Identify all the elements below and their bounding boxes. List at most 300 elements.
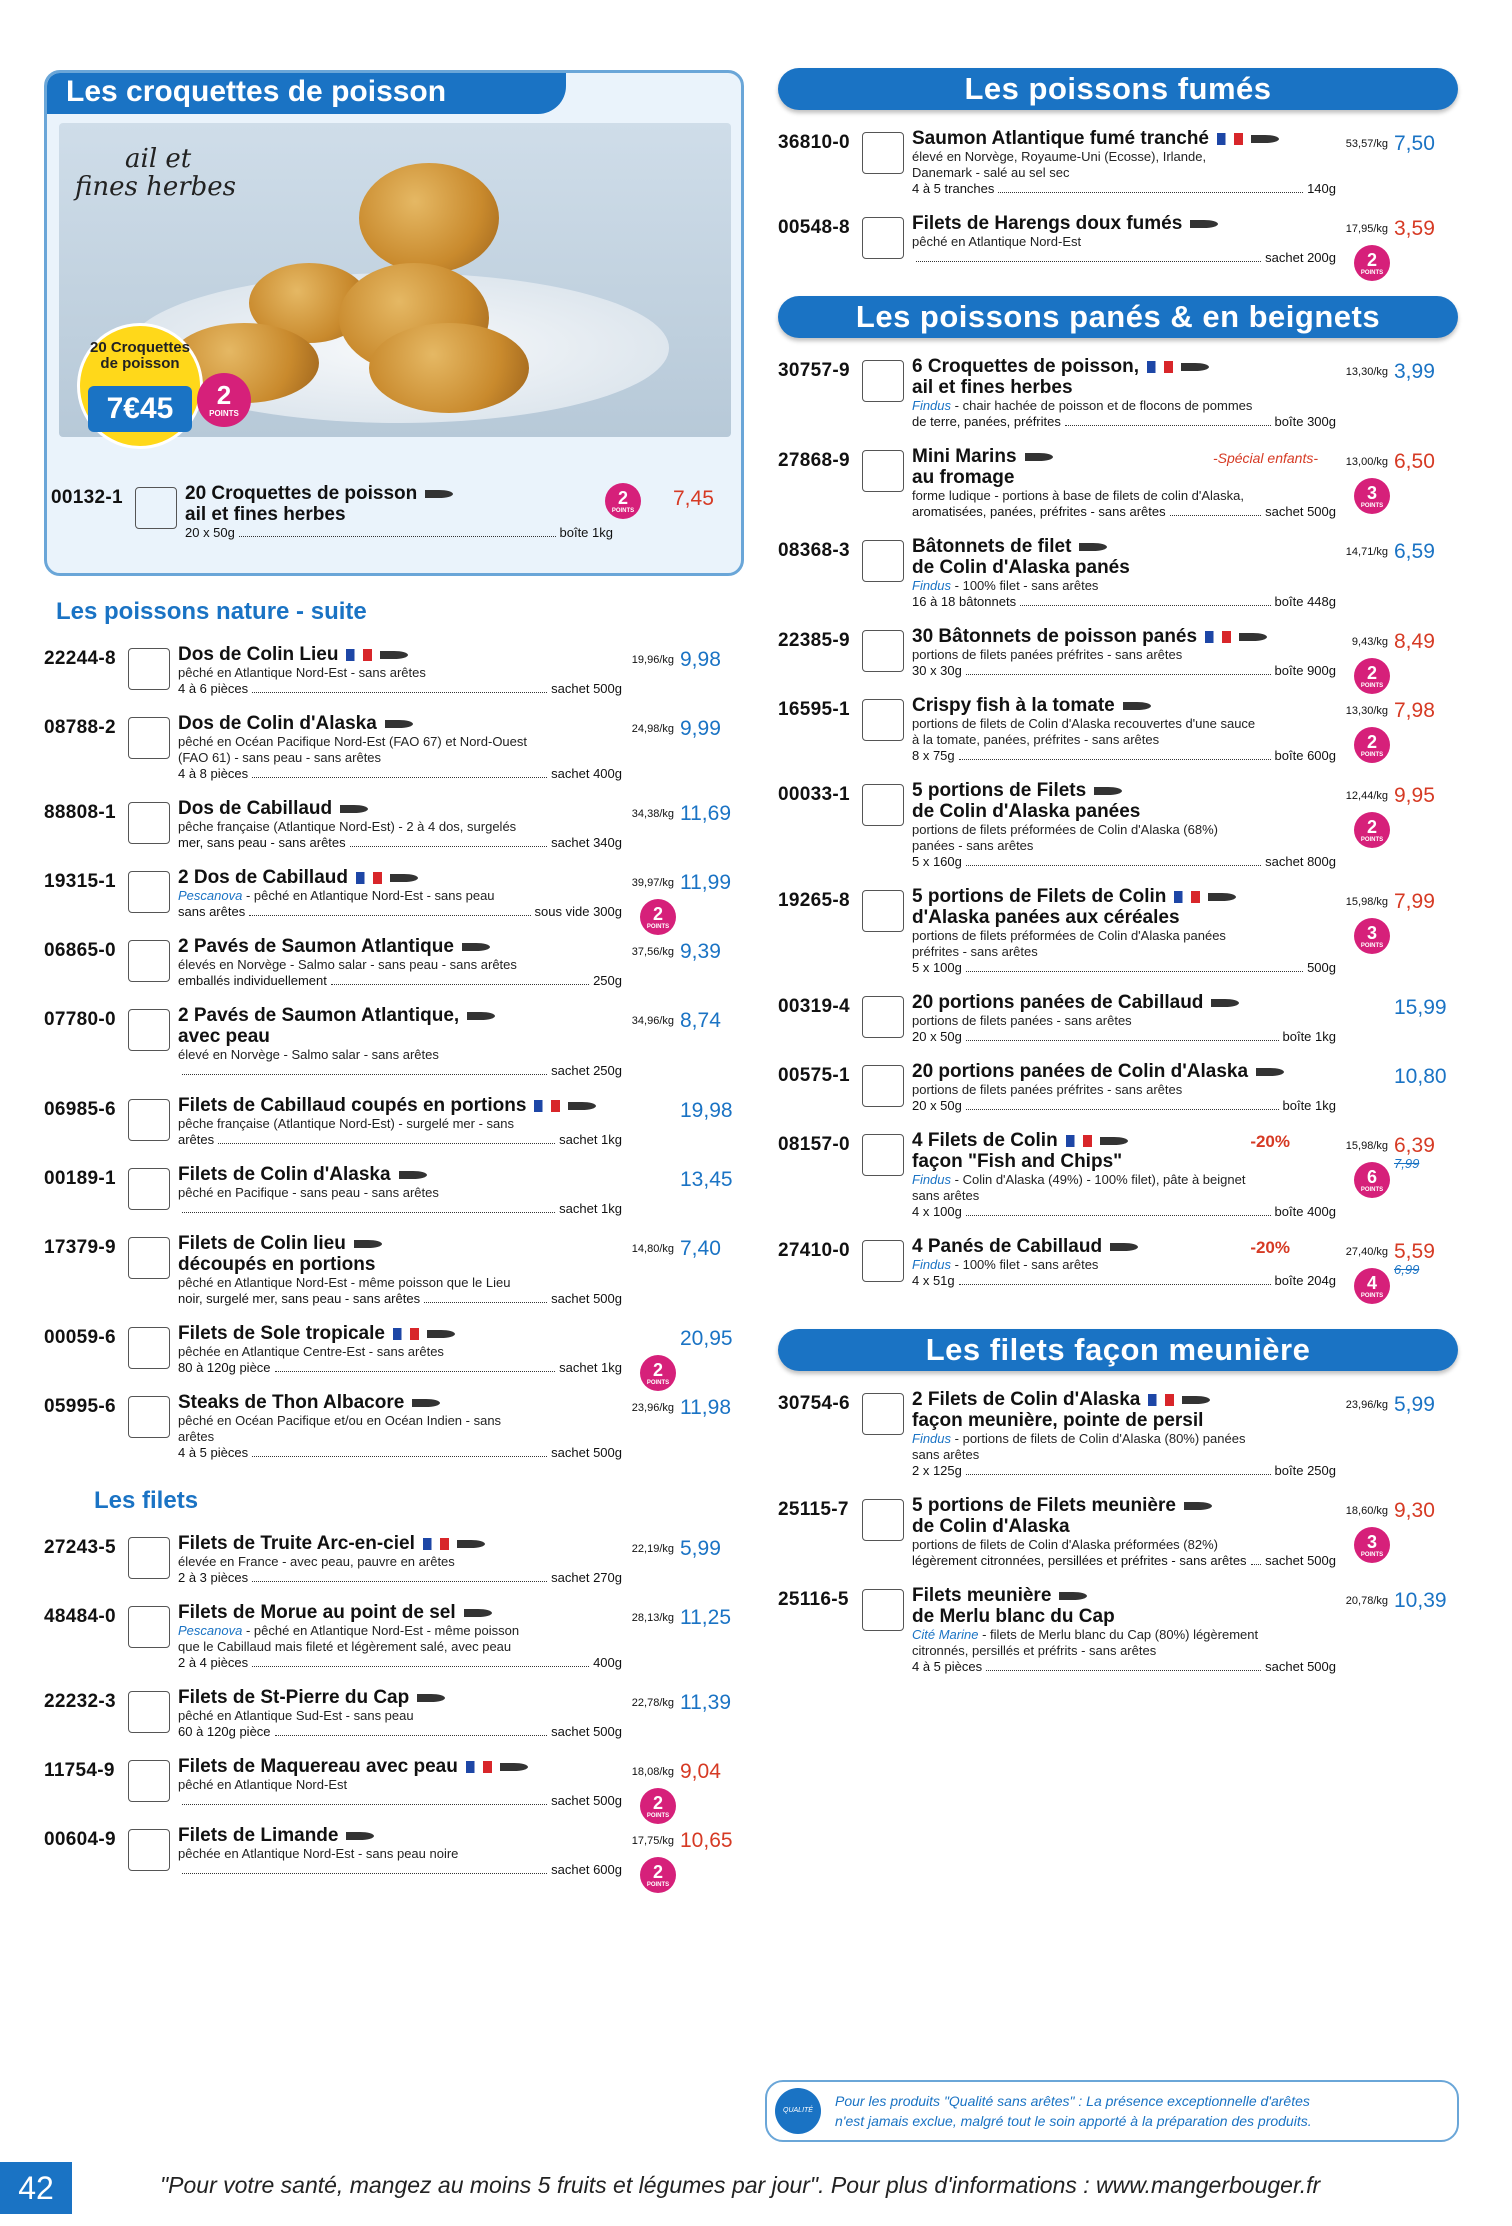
quality-note (765, 2080, 1459, 2206)
desc-text: élevé en Norvège - Salmo salar - sans arêtes (178, 1047, 439, 1062)
product-price-box (680, 867, 744, 895)
product-desc: à la tomate, panées, préfrites - sans arêtes (912, 732, 1160, 747)
product-code: 00604-9 (44, 1829, 116, 1850)
brand-name: Pescanova (178, 1623, 243, 1638)
product-qty: 20 x 50g (185, 525, 235, 540)
product-row (44, 1756, 744, 1819)
dotted-leader (182, 1201, 555, 1213)
pack-line (912, 504, 1336, 520)
order-checkbox[interactable] (862, 1393, 904, 1435)
points-icon (1354, 1527, 1390, 1563)
fish-icon (425, 490, 453, 498)
product-name-line (178, 1687, 622, 1708)
pack-line (912, 414, 1336, 430)
price-per-kg: 34,96/kg (631, 1015, 674, 1027)
product-price-box (1394, 356, 1458, 384)
product-info (178, 644, 622, 697)
product-row (44, 936, 744, 989)
product-name: 20 portions panées de Colin d'Alaska (912, 1061, 1249, 1082)
product-code: 00059-6 (44, 1327, 116, 1348)
product-pack: boîte 900g (1274, 663, 1336, 678)
product-code: 48484-0 (44, 1606, 116, 1627)
product-code: 00319-4 (778, 996, 850, 1017)
fish-icon (1025, 453, 1053, 461)
pack-line (912, 748, 1336, 764)
desc-text: - Colin d'Alaska (49%) - 100% filet), pâte à beignet (951, 1172, 1246, 1187)
product-row (44, 1602, 744, 1671)
product-qty: 60 à 120g pièce (178, 1724, 271, 1739)
desc-text: pêchée en Atlantique Nord-Est - sans peau noire (178, 1846, 459, 1861)
product-qty: 20 x 50g (912, 1098, 962, 1113)
section-title-nature: Les poissons nature - suite (56, 598, 367, 625)
product-code: 19265-8 (778, 890, 850, 911)
product-name-line (178, 1233, 622, 1254)
product-price: 19,98 (680, 1099, 733, 1122)
product-qty: 4 à 5 pièces (178, 1445, 249, 1460)
desc-text: - pêché en Atlantique Nord-Est - même poisson (242, 1623, 520, 1638)
order-checkbox[interactable] (128, 1396, 170, 1438)
product-pack: sachet 1kg (559, 1201, 622, 1216)
desc-text: portions de filets préformées de Colin d'Alaska (68%) (912, 822, 1218, 837)
product-pack: sachet 500g (551, 1724, 622, 1739)
dotted-leader (959, 748, 1271, 760)
product-row (44, 867, 744, 930)
points-label: POINTS (1360, 1552, 1384, 1558)
product-desc (912, 928, 1336, 944)
product-desc (912, 716, 1336, 732)
product-name: 5 portions de Filets meunière (912, 1495, 1176, 1516)
product-qty: 4 à 8 pièces (178, 766, 249, 781)
france-flag-icon (466, 1761, 492, 1773)
product-name: Dos de Colin Lieu (178, 644, 339, 665)
product-qty: 4 à 6 pièces (178, 681, 249, 696)
product-info (912, 1061, 1336, 1114)
product-row (778, 1389, 1458, 1479)
points-icon (640, 1857, 676, 1893)
dotted-leader (966, 1029, 1279, 1041)
order-checkbox[interactable] (128, 1829, 170, 1871)
product-code: 00132-1 (51, 487, 123, 508)
dotted-leader (966, 1463, 1271, 1475)
handwritten-note (75, 145, 236, 201)
price-per-kg: 34,38/kg (631, 808, 674, 820)
product-row (778, 1236, 1458, 1299)
dotted-leader (350, 835, 548, 847)
dotted-leader (182, 1793, 547, 1805)
product-name-line (178, 867, 622, 888)
pack-line (912, 250, 1336, 266)
points-icon (640, 1788, 676, 1824)
order-checkbox[interactable] (862, 784, 904, 826)
price-per-kg: 17,95/kg (1345, 223, 1388, 235)
order-checkbox[interactable] (128, 1099, 170, 1141)
product-row (44, 798, 744, 851)
price-per-kg: 13,30/kg (1345, 366, 1388, 378)
pack-line (178, 1862, 622, 1878)
product-name-line (178, 644, 622, 665)
dotted-leader (966, 1098, 1279, 1110)
fish-icon (427, 1330, 455, 1338)
order-checkbox[interactable] (862, 450, 904, 492)
product-pack: 400g (593, 1655, 622, 1670)
product-name: Steaks de Thon Albacore (178, 1392, 405, 1413)
points-label: POINTS (611, 508, 635, 514)
product-desc (178, 1623, 622, 1639)
product-price: 5,99 (680, 1537, 721, 1560)
section-title-filets: Les filets (94, 1487, 199, 1514)
pack-line (178, 1132, 622, 1148)
product-price-box (1394, 886, 1458, 914)
pack-line (178, 973, 622, 989)
product-qty: 8 x 75g (912, 748, 955, 763)
section-title-meuniere: Les filets façon meunière (778, 1329, 1458, 1371)
product-pack: sachet 1kg (559, 1360, 622, 1375)
product-code: 08788-2 (44, 717, 116, 738)
product-price: 11,69 (680, 802, 731, 825)
points-value: 2 (652, 1360, 663, 1380)
product-price: 10,39 (1394, 1589, 1447, 1612)
product-desc (178, 1413, 622, 1429)
product-row (778, 1585, 1458, 1675)
price-per-kg (622, 1323, 674, 1333)
fish-icon (412, 1399, 440, 1407)
product-price: 10,65 (680, 1829, 733, 1852)
desc-text: - filets de Merlu blanc du Cap (80%) légèrement (978, 1627, 1259, 1642)
fish-icon (417, 1694, 445, 1702)
product-desc (912, 1013, 1336, 1029)
product-name: 5 portions de Filets (912, 780, 1087, 801)
product-pack: sachet 500g (1265, 504, 1336, 519)
product-row (778, 886, 1458, 976)
product-info (178, 1164, 622, 1217)
product-desc (178, 1777, 622, 1793)
product-name-line-2: d'Alaska panées aux céréales (912, 907, 1180, 928)
price-per-kg: 18,08/kg (631, 1766, 674, 1778)
brand-name: Findus (912, 398, 952, 413)
product-qty: arêtes (178, 1132, 215, 1147)
product-pack: boîte 1kg (1282, 1098, 1336, 1113)
points-icon (1354, 727, 1390, 763)
product-price-box (680, 713, 744, 741)
croquette-shape (369, 323, 529, 413)
product-code: 06985-6 (44, 1099, 116, 1120)
points-label: POINTS (646, 924, 670, 930)
product-code: 00033-1 (778, 784, 850, 805)
product-info (178, 1687, 622, 1740)
product-name-line (178, 1825, 622, 1846)
product-name-line-2: découpés en portions (178, 1254, 376, 1275)
product-pack: sachet 500g (1265, 1553, 1336, 1568)
desc-text: portions de filets panées - sans arêtes (912, 1013, 1132, 1028)
points-value: 6 (1366, 1167, 1377, 1187)
points-label: POINTS (1360, 837, 1384, 843)
order-checkbox[interactable] (128, 802, 170, 844)
price-per-kg: 22,78/kg (631, 1697, 674, 1709)
product-desc (178, 1708, 622, 1724)
product-desc (178, 1554, 622, 1570)
product-desc: préfrites - sans arêtes (912, 944, 1038, 959)
product-pack: sachet 400g (551, 766, 622, 781)
product-price: 7,50 (1394, 132, 1435, 155)
pack-line (912, 1029, 1336, 1045)
product-name: Filets de Cabillaud coupés en portions (178, 1095, 527, 1116)
product-price-box (680, 1233, 744, 1261)
price-per-kg (1336, 1061, 1388, 1071)
product-qty: 16 à 18 bâtonnets (912, 594, 1017, 609)
order-checkbox[interactable] (862, 360, 904, 402)
product-code: 08157-0 (778, 1134, 850, 1155)
product-price-box (680, 936, 744, 964)
points-value: 2 (1366, 663, 1377, 683)
product-info (178, 1533, 622, 1586)
product-row (778, 1130, 1458, 1220)
pack-line (178, 835, 622, 851)
product-price: 9,99 (680, 717, 721, 740)
desc-text: pêché en Atlantique Sud-Est - sans peau (178, 1708, 414, 1723)
product-desc: que le Cabillaud mais fileté et légèrement salé, avec peau (178, 1639, 512, 1654)
product-name-line (178, 1164, 622, 1185)
desc-text: - portions de filets de Colin d'Alaska (80%) panées (951, 1431, 1246, 1446)
points-label: POINTS (1360, 1293, 1384, 1299)
fish-icon (340, 805, 368, 813)
fish-icon (1184, 1502, 1212, 1510)
points-icon (1354, 658, 1390, 694)
dotted-leader (182, 1862, 547, 1874)
product-price: 9,04 (680, 1760, 721, 1783)
order-checkbox[interactable] (128, 1537, 170, 1579)
order-checkbox[interactable] (128, 1009, 170, 1051)
points-icon (640, 1355, 676, 1391)
fish-icon (354, 1240, 382, 1248)
product-pack: boîte 1kg (1282, 1029, 1336, 1044)
price-per-kg: 15,98/kg (1345, 896, 1388, 908)
order-checkbox[interactable] (128, 940, 170, 982)
order-checkbox[interactable] (128, 1327, 170, 1369)
price-per-kg: 9,43/kg (1351, 636, 1388, 648)
france-flag-icon (393, 1328, 419, 1340)
product-price: 15,99 (1394, 996, 1447, 1019)
product-price-box (1394, 780, 1458, 808)
product-name: Filets de Colin d'Alaska (178, 1164, 391, 1185)
order-checkbox[interactable] (862, 132, 904, 174)
fish-icon (467, 1012, 495, 1020)
product-pack: sachet 600g (551, 1862, 622, 1877)
fish-icon (1251, 135, 1279, 143)
points-icon (197, 373, 251, 427)
featured-croquettes (44, 70, 744, 576)
old-price: 7,99 (1394, 1156, 1420, 1171)
desc-text: pêche française (Atlantique Nord-Est) - surgelé mer - sans (178, 1116, 514, 1131)
product-row (778, 695, 1458, 764)
product-code: 07780-0 (44, 1009, 116, 1030)
product-code: 16595-1 (778, 699, 850, 720)
france-flag-icon (346, 649, 372, 661)
fish-icon (1181, 363, 1209, 371)
order-checkbox[interactable] (128, 871, 170, 913)
product-price: 11,25 (680, 1606, 731, 1629)
order-checkbox[interactable] (128, 1606, 170, 1648)
product-row (778, 213, 1458, 276)
order-checkbox[interactable] (862, 1134, 904, 1176)
order-checkbox[interactable] (128, 1691, 170, 1733)
france-flag-icon (1217, 133, 1243, 145)
product-name: Crispy fish à la tomate (912, 695, 1115, 716)
product-row (778, 626, 1458, 689)
section-title-fumes: Les poissons fumés (778, 68, 1458, 110)
product-code: 27868-9 (778, 450, 850, 471)
france-flag-icon (356, 872, 382, 884)
brand-name: Pescanova (178, 888, 243, 903)
order-checkbox[interactable] (128, 717, 170, 759)
product-info (178, 1756, 622, 1809)
product-pack: sachet 340g (551, 835, 622, 850)
nature-list (44, 644, 744, 1461)
order-checkbox[interactable] (862, 890, 904, 932)
order-checkbox[interactable] (862, 699, 904, 741)
product-info (178, 1005, 622, 1079)
points-label: POINTS (1360, 752, 1384, 758)
product-name-line-2: au fromage (912, 467, 1015, 488)
points-icon (640, 899, 676, 935)
fish-icon (1211, 999, 1239, 1007)
france-flag-icon (1148, 1394, 1174, 1406)
product-name: 4 Panés de Cabillaud (912, 1236, 1103, 1257)
product-info (912, 356, 1336, 430)
product-name: 5 portions de Filets de Colin (912, 886, 1167, 907)
pack-line (178, 1360, 622, 1376)
order-checkbox[interactable] (862, 1589, 904, 1631)
price-per-kg: 23,96/kg (1345, 1399, 1388, 1411)
product-price: 7,99 (1394, 890, 1435, 913)
product-name: Filets de Sole tropicale (178, 1323, 385, 1344)
product-code: 05995-6 (44, 1396, 116, 1417)
product-pack: sachet 1kg (559, 1132, 622, 1147)
fumes-list (778, 128, 1458, 276)
product-info (912, 992, 1336, 1045)
product-name-line-2: de Merlu blanc du Cap (912, 1606, 1115, 1627)
product-desc (178, 1344, 622, 1360)
product-row (44, 713, 744, 782)
order-checkbox[interactable] (862, 540, 904, 582)
product-price-box (680, 1825, 744, 1853)
order-checkbox[interactable] (862, 1065, 904, 1107)
product-code: 25116-5 (778, 1589, 849, 1610)
dotted-leader (252, 1445, 547, 1457)
product-code: 00575-1 (778, 1065, 850, 1086)
pack-line (912, 960, 1336, 976)
order-checkbox[interactable] (862, 1499, 904, 1541)
product-name-line (912, 1389, 1336, 1410)
product-desc (912, 234, 1336, 250)
product-name: 20 portions panées de Cabillaud (912, 992, 1204, 1013)
points-value: 2 (652, 1793, 663, 1813)
dotted-leader (182, 1063, 547, 1075)
order-checkbox[interactable] (128, 1168, 170, 1210)
product-desc (178, 957, 622, 973)
desc-text: pêché en Océan Pacifique et/ou en Océan Indien - sans (178, 1413, 502, 1428)
price-per-kg: 22,19/kg (631, 1543, 674, 1555)
product-info (178, 1602, 622, 1671)
brand-name: Findus (912, 1431, 952, 1446)
product-name-line (912, 626, 1336, 647)
product-name-line (178, 1756, 622, 1777)
product-info (178, 798, 622, 851)
order-checkbox[interactable] (862, 217, 904, 259)
pack-line (178, 904, 622, 920)
product-name: Filets de Limande (178, 1825, 339, 1846)
product-row (44, 1392, 744, 1461)
order-checkbox[interactable] (862, 630, 904, 672)
product-code: 30757-9 (778, 360, 850, 381)
product-name: Filets de Morue au point de sel (178, 1602, 456, 1623)
product-row (778, 446, 1458, 520)
page-number: 42 (0, 2162, 72, 2214)
product-name: 4 Filets de Colin (912, 1130, 1058, 1151)
fish-icon (1100, 1137, 1128, 1145)
order-checkbox[interactable] (128, 648, 170, 690)
product-name: 2 Pavés de Saumon Atlantique, (178, 1005, 460, 1026)
product-pack: boîte 300g (1274, 414, 1336, 429)
product-price-box (1394, 1389, 1458, 1417)
product-row (44, 1233, 744, 1307)
product-price-box (680, 1533, 744, 1561)
product-price: 11,98 (680, 1396, 731, 1419)
pack-line (178, 1063, 622, 1079)
pack-line (178, 1445, 622, 1461)
product-price-box (680, 644, 744, 672)
order-checkbox[interactable] (135, 487, 177, 529)
price-per-kg: 15,98/kg (1345, 1140, 1388, 1152)
order-checkbox[interactable] (862, 1240, 904, 1282)
product-qty: 4 à 5 pièces (912, 1659, 983, 1674)
product-price-box (1394, 1495, 1458, 1523)
points-value: 4 (1366, 1273, 1377, 1293)
product-info (912, 1495, 1336, 1569)
fish-icon (1059, 1592, 1087, 1600)
points-value: 3 (1366, 1532, 1377, 1552)
product-qty: 2 x 125g (912, 1463, 962, 1478)
product-name-line (912, 1585, 1336, 1606)
product-name-line (912, 1495, 1336, 1516)
order-checkbox[interactable] (128, 1760, 170, 1802)
product-price: 11,39 (680, 1691, 731, 1714)
product-name: Filets de Colin lieu (178, 1233, 346, 1254)
product-price-box (1394, 446, 1458, 474)
product-price-box (1394, 1061, 1458, 1089)
order-checkbox[interactable] (128, 1237, 170, 1279)
price-per-kg: 13,00/kg (1345, 456, 1388, 468)
product-name-line-2: ail et fines herbes (912, 377, 1073, 398)
brand-name: Findus (912, 578, 952, 593)
product-name-line (178, 1005, 622, 1026)
product-qty: légèrement citronnées, persillées et préfrites - sans arêtes (912, 1553, 1247, 1568)
fish-icon (1190, 220, 1218, 228)
product-code: 30754-6 (778, 1393, 850, 1414)
product-price-box (680, 1687, 744, 1715)
filets-list (44, 1533, 744, 1888)
product-price: 3,59 (1394, 217, 1435, 240)
brand-name: Cité Marine (912, 1627, 979, 1642)
order-checkbox[interactable] (862, 996, 904, 1038)
points-label: POINTS (1360, 1187, 1384, 1193)
fish-icon (1079, 543, 1107, 551)
price-per-kg: 28,13/kg (631, 1612, 674, 1624)
note-line-2: n'est jamais exclue, malgré tout le soin apporté à la préparation des produits. (835, 2113, 1312, 2129)
desc-text: - 100% filet - sans arêtes (951, 1257, 1099, 1272)
product-price-box (680, 1602, 744, 1630)
desc-text: - pêché en Atlantique Nord-Est - sans peau (242, 888, 495, 903)
product-name-line (912, 213, 1336, 234)
